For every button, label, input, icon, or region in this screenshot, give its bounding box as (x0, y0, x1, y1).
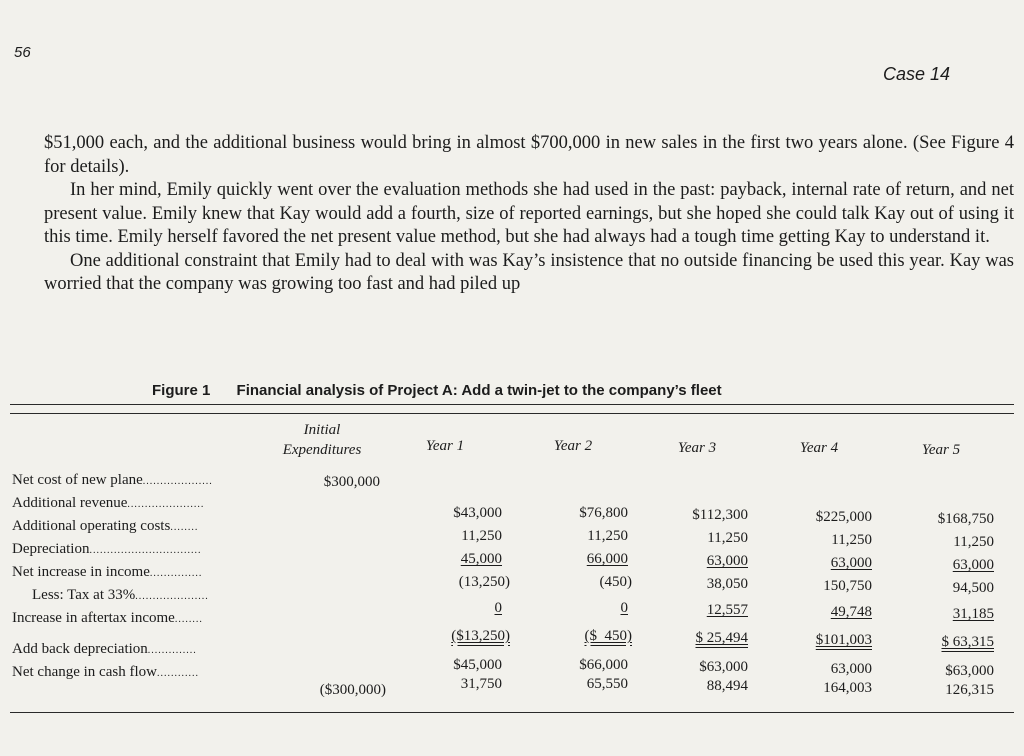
row-label-text: Depreciation (12, 541, 90, 557)
row-label-text: Net cost of new plane (12, 472, 143, 488)
cell-y5-opcosts: 11,250 (953, 534, 994, 550)
row-label-tax (32, 587, 209, 604)
cell-y2-depreciation: 66,000 (586, 551, 628, 567)
row-label-operating-costs (12, 518, 198, 535)
cell-y3-tax: 12,557 (706, 602, 748, 618)
cell-y4-net-increase: 150,750 (823, 578, 872, 594)
leader-dots: ........ (170, 522, 199, 533)
cell-y4-depreciation: 63,000 (830, 555, 872, 571)
cell-y1-depreciation: 45,000 (460, 551, 502, 567)
cell-y5-revenue: $168,750 (937, 511, 994, 527)
leader-dots: .............. (147, 645, 197, 656)
cell-y3-add-back: $63,000 (699, 659, 748, 675)
table-top-rule-2 (10, 413, 1014, 414)
cell-y2-net-increase: (450) (599, 574, 632, 590)
cell-y5-net-cash-flow: 126,315 (945, 682, 994, 698)
cell-y1-aftertax: ($13,250) (451, 628, 510, 644)
row-label-text: Additional revenue (12, 495, 128, 511)
row-label-add-back-depreciation (12, 641, 197, 658)
cell-y4-net-cash-flow: 164,003 (823, 680, 872, 696)
cell-y3-net-cash-flow: 88,494 (706, 678, 748, 694)
table-top-rule (10, 404, 1014, 405)
leader-dots: ............ (156, 668, 199, 679)
case-label: Case 14 (882, 64, 950, 84)
cell-y2-net-cash-flow: 65,550 (586, 676, 628, 692)
header-year-4: Year 4 (799, 440, 839, 456)
cell-y2-revenue: $76,800 (579, 505, 628, 521)
leader-dots: .................... (142, 476, 213, 487)
cell-initial-net-cash-flow: ($300,000) (319, 682, 386, 698)
paragraph-3: One additional constraint that Emily had to deal with was Kay’s insistence that no outside financing be used this year. Kay was worried that the company was growing too fast and had piled up (44, 250, 1014, 294)
cell-y2-tax: 0 (620, 600, 628, 616)
figure-number: Figure 1 (152, 382, 211, 399)
row-label-text: Less: Tax at 33% (32, 587, 136, 603)
row-label-additional-revenue (12, 495, 204, 512)
figure-title: Financial analysis of Project A: Add a twin-jet to the company’s fleet (236, 382, 722, 399)
row-label-text: Add back depreciation (12, 641, 148, 657)
cell-y4-add-back: 63,000 (830, 661, 872, 677)
row-label-depreciation (12, 541, 201, 558)
cell-y5-tax: 31,185 (952, 606, 994, 622)
cell-y4-opcosts: 11,250 (831, 532, 872, 548)
row-label-text: Net increase in income (12, 564, 150, 580)
row-label-text: Net change in cash flow (12, 664, 157, 680)
cell-y1-net-cash-flow: 31,750 (460, 676, 502, 692)
header-initial-expenditures (262, 420, 382, 460)
cell-y1-tax: 0 (494, 600, 502, 616)
leader-dots: ........ (174, 614, 203, 625)
cell-y1-add-back: $45,000 (453, 657, 502, 673)
cell-y5-net-increase: 94,500 (952, 580, 994, 596)
paragraph-2: In her mind, Emily quickly went over the evaluation methods she had used in the past: payback, internal rate of return, and net present value. Emily knew that Kay would add a fourth, size of reported earnings, but she hoped she could talk Kay out of using it this time. Emily herself favored the net present value method, but she had always had a tough time getting Kay to understand it. (44, 180, 1014, 247)
cell-y3-revenue: $112,300 (692, 507, 748, 523)
figure-caption (152, 382, 722, 399)
row-label-text: Additional operating costs (12, 518, 171, 534)
row-label-aftertax-income (12, 610, 203, 627)
row-label-net-increase (12, 564, 202, 581)
cell-y4-aftertax: $101,003 (815, 632, 872, 648)
cell-y1-opcosts: 11,250 (461, 528, 502, 544)
cell-y1-revenue: $43,000 (453, 505, 502, 521)
cell-y3-aftertax: $ 25,494 (695, 630, 748, 646)
cell-y2-aftertax: ($ 450) (584, 628, 632, 644)
cell-y5-depreciation: 63,000 (952, 557, 994, 573)
leader-dots: ...................... (127, 499, 205, 510)
cell-y2-add-back: $66,000 (579, 657, 628, 673)
cell-y1-net-increase: (13,250) (458, 574, 510, 590)
cell-y3-net-increase: 38,050 (706, 576, 748, 592)
row-label-text: Increase in aftertax income (12, 610, 175, 626)
header-year-5: Year 5 (921, 442, 961, 458)
page-number: 56 (14, 44, 31, 61)
cell-y5-add-back: $63,000 (945, 663, 994, 679)
body-text (44, 132, 1014, 297)
header-year-3: Year 3 (677, 440, 717, 456)
header-initial-line2: Expenditures (282, 442, 362, 458)
paragraph-1: $51,000 each, and the additional business would bring in almost $700,000 in new sales in the first two years alone. (See Figure 4 for details). (44, 133, 1014, 177)
row-label-net-cost (12, 472, 213, 489)
cell-y4-revenue: $225,000 (815, 509, 872, 525)
cell-y3-opcosts: 11,250 (707, 530, 748, 546)
header-initial-line1: Initial (303, 422, 341, 438)
header-year-2: Year 2 (553, 438, 593, 454)
header-year-1: Year 1 (425, 438, 465, 454)
cell-initial-net-cost: $300,000 (323, 474, 380, 490)
cell-y3-depreciation: 63,000 (706, 553, 748, 569)
table-bottom-rule (10, 712, 1014, 713)
leader-dots: ............... (149, 568, 203, 579)
cell-y4-tax: 49,748 (830, 604, 872, 620)
cell-y5-aftertax: $ 63,315 (941, 634, 994, 650)
cell-y2-opcosts: 11,250 (587, 528, 628, 544)
leader-dots: ..................... (135, 591, 209, 602)
leader-dots: ................................ (89, 545, 202, 556)
row-label-net-cash-flow (12, 664, 199, 681)
